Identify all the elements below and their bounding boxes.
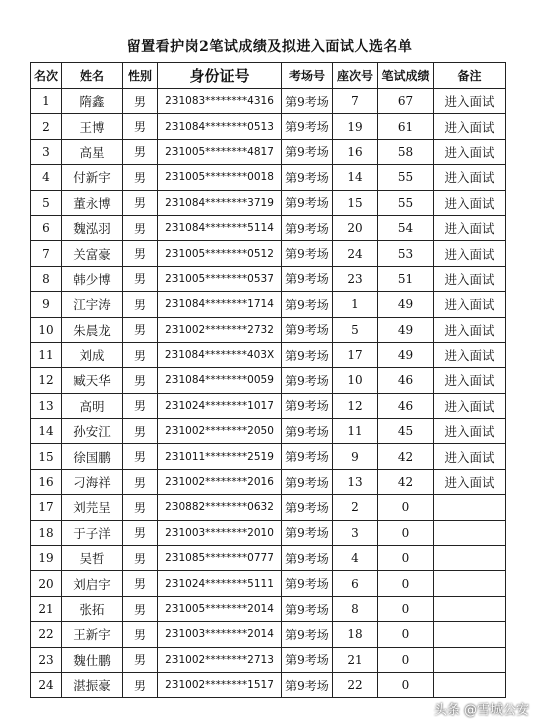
table-row: [31, 596, 506, 621]
score-cell: 0: [378, 622, 434, 647]
gender-cell: 男: [123, 672, 158, 697]
seat-cell: 21: [333, 647, 378, 672]
header-gender: 性别: [123, 63, 158, 89]
rank-cell: 10: [31, 317, 62, 342]
exam-room-cell: 第9考场: [282, 368, 333, 393]
gender-cell: 男: [123, 419, 158, 444]
score-cell: 49: [378, 317, 434, 342]
seat-cell: 4: [333, 546, 378, 571]
name-cell: 孙安江: [62, 419, 123, 444]
id-number-cell: 231011********2519: [158, 444, 282, 469]
table-row: [31, 469, 506, 494]
gender-cell: 男: [123, 520, 158, 545]
seat-cell: 7: [333, 89, 378, 114]
exam-room-cell: 第9考场: [282, 317, 333, 342]
rank-cell: 9: [31, 292, 62, 317]
score-cell: 0: [378, 647, 434, 672]
gender-cell: 男: [123, 444, 158, 469]
name-cell: 张拓: [62, 596, 123, 621]
name-cell: 韩少博: [62, 266, 123, 291]
gender-cell: 男: [123, 393, 158, 418]
table-row: [31, 546, 506, 571]
id-number-cell: 231084********3719: [158, 190, 282, 215]
name-cell: 刘芫呈: [62, 495, 123, 520]
exam-room-cell: 第9考场: [282, 546, 333, 571]
name-cell: 刘启宇: [62, 571, 123, 596]
id-number-cell: 231084********0059: [158, 368, 282, 393]
table-row: [31, 89, 506, 114]
table-row: [31, 393, 506, 418]
rank-cell: 6: [31, 215, 62, 240]
exam-room-cell: 第9考场: [282, 622, 333, 647]
note-cell: 进入面试: [434, 342, 506, 367]
score-cell: 42: [378, 469, 434, 494]
name-cell: 朱晨龙: [62, 317, 123, 342]
exam-room-cell: 第9考场: [282, 241, 333, 266]
id-number-cell: 231002********2016: [158, 469, 282, 494]
score-cell: 46: [378, 393, 434, 418]
id-number-cell: 231003********2014: [158, 622, 282, 647]
table-row: [31, 622, 506, 647]
name-cell: 王新宇: [62, 622, 123, 647]
score-cell: 61: [378, 114, 434, 139]
header-note: 备注: [434, 63, 506, 89]
score-cell: 55: [378, 190, 434, 215]
score-cell: 67: [378, 89, 434, 114]
name-cell: 刁海祥: [62, 469, 123, 494]
table-row: [31, 190, 506, 215]
exam-room-cell: 第9考场: [282, 672, 333, 697]
note-cell: 进入面试: [434, 368, 506, 393]
gender-cell: 男: [123, 596, 158, 621]
name-cell: 湛振豪: [62, 672, 123, 697]
exam-room-cell: 第9考场: [282, 444, 333, 469]
rank-cell: 22: [31, 622, 62, 647]
table-row: [31, 114, 506, 139]
seat-cell: 8: [333, 596, 378, 621]
name-cell: 魏泓羽: [62, 215, 123, 240]
seat-cell: 2: [333, 495, 378, 520]
note-cell: [434, 546, 506, 571]
rank-cell: 11: [31, 342, 62, 367]
id-number-cell: 231005********0537: [158, 266, 282, 291]
seat-cell: 12: [333, 393, 378, 418]
score-cell: 0: [378, 571, 434, 596]
score-cell: 0: [378, 520, 434, 545]
table-row: [31, 165, 506, 190]
score-cell: 0: [378, 495, 434, 520]
exam-room-cell: 第9考场: [282, 342, 333, 367]
table-row: [31, 139, 506, 164]
rank-cell: 17: [31, 495, 62, 520]
score-cell: 45: [378, 419, 434, 444]
id-number-cell: 231005********0018: [158, 165, 282, 190]
score-cell: 0: [378, 546, 434, 571]
score-cell: 53: [378, 241, 434, 266]
id-number-cell: 231005********2014: [158, 596, 282, 621]
table-body: [31, 89, 506, 698]
seat-cell: 13: [333, 469, 378, 494]
rank-cell: 5: [31, 190, 62, 215]
score-cell: 54: [378, 215, 434, 240]
table-row: [31, 292, 506, 317]
score-cell: 55: [378, 165, 434, 190]
note-cell: 进入面试: [434, 393, 506, 418]
table-row: [31, 317, 506, 342]
name-cell: 董永博: [62, 190, 123, 215]
score-cell: 42: [378, 444, 434, 469]
score-cell: 49: [378, 292, 434, 317]
rank-cell: 7: [31, 241, 62, 266]
id-number-cell: 231024********1017: [158, 393, 282, 418]
header-seat: 座次号: [333, 63, 378, 89]
note-cell: [434, 647, 506, 672]
note-cell: [434, 520, 506, 545]
rank-cell: 23: [31, 647, 62, 672]
note-cell: [434, 571, 506, 596]
gender-cell: 男: [123, 622, 158, 647]
table-row: [31, 241, 506, 266]
table-row: [31, 368, 506, 393]
rank-cell: 20: [31, 571, 62, 596]
header-id-number: 身份证号: [158, 63, 282, 89]
exam-room-cell: 第9考场: [282, 165, 333, 190]
seat-cell: 22: [333, 672, 378, 697]
table-row: [31, 495, 506, 520]
rank-cell: 1: [31, 89, 62, 114]
note-cell: 进入面试: [434, 215, 506, 240]
page-title: 留置看护岗2笔试成绩及拟进入面试人选名单: [126, 39, 413, 55]
id-number-cell: 231003********2010: [158, 520, 282, 545]
rank-cell: 14: [31, 419, 62, 444]
seat-cell: 24: [333, 241, 378, 266]
table-row: [31, 444, 506, 469]
gender-cell: 男: [123, 368, 158, 393]
id-number-cell: 231084********5114: [158, 215, 282, 240]
note-cell: [434, 622, 506, 647]
id-number-cell: 230882********0632: [158, 495, 282, 520]
name-cell: 江宇涛: [62, 292, 123, 317]
note-cell: 进入面试: [434, 419, 506, 444]
table-row: [31, 266, 506, 291]
watermark: 头条 @雪城公安: [433, 703, 529, 718]
id-number-cell: 231084********1714: [158, 292, 282, 317]
seat-cell: 19: [333, 114, 378, 139]
note-cell: [434, 596, 506, 621]
seat-cell: 14: [333, 165, 378, 190]
exam-room-cell: 第9考场: [282, 596, 333, 621]
header-score: 笔试成绩: [378, 63, 434, 89]
exam-room-cell: 第9考场: [282, 215, 333, 240]
table-row: [31, 520, 506, 545]
id-number-cell: 231005********0512: [158, 241, 282, 266]
rank-cell: 2: [31, 114, 62, 139]
name-cell: 臧天华: [62, 368, 123, 393]
exam-room-cell: 第9考场: [282, 89, 333, 114]
score-cell: 0: [378, 672, 434, 697]
rank-cell: 24: [31, 672, 62, 697]
note-cell: 进入面试: [434, 89, 506, 114]
name-cell: 高明: [62, 393, 123, 418]
gender-cell: 男: [123, 241, 158, 266]
exam-room-cell: 第9考场: [282, 190, 333, 215]
results-table: [30, 62, 506, 698]
name-cell: 刘成: [62, 342, 123, 367]
id-number-cell: 231084********403X: [158, 342, 282, 367]
name-cell: 魏仕鹏: [62, 647, 123, 672]
score-cell: 0: [378, 596, 434, 621]
gender-cell: 男: [123, 292, 158, 317]
seat-cell: 15: [333, 190, 378, 215]
id-number-cell: 231083********4316: [158, 89, 282, 114]
exam-room-cell: 第9考场: [282, 139, 333, 164]
id-number-cell: 231002********1517: [158, 672, 282, 697]
id-number-cell: 231005********4817: [158, 139, 282, 164]
gender-cell: 男: [123, 571, 158, 596]
seat-cell: 20: [333, 215, 378, 240]
exam-room-cell: 第9考场: [282, 114, 333, 139]
gender-cell: 男: [123, 139, 158, 164]
exam-room-cell: 第9考场: [282, 266, 333, 291]
name-cell: 于子洋: [62, 520, 123, 545]
header-rank: 名次: [31, 63, 62, 89]
gender-cell: 男: [123, 342, 158, 367]
id-number-cell: 231002********2713: [158, 647, 282, 672]
name-cell: 高星: [62, 139, 123, 164]
gender-cell: 男: [123, 495, 158, 520]
rank-cell: 15: [31, 444, 62, 469]
table-row: [31, 571, 506, 596]
name-cell: 王博: [62, 114, 123, 139]
rank-cell: 19: [31, 546, 62, 571]
rank-cell: 12: [31, 368, 62, 393]
id-number-cell: 231002********2732: [158, 317, 282, 342]
gender-cell: 男: [123, 647, 158, 672]
id-number-cell: 231002********2050: [158, 419, 282, 444]
note-cell: [434, 495, 506, 520]
name-cell: 关富豪: [62, 241, 123, 266]
seat-cell: 10: [333, 368, 378, 393]
exam-room-cell: 第9考场: [282, 469, 333, 494]
seat-cell: 23: [333, 266, 378, 291]
name-cell: 徐国鹏: [62, 444, 123, 469]
note-cell: 进入面试: [434, 114, 506, 139]
note-cell: 进入面试: [434, 317, 506, 342]
note-cell: 进入面试: [434, 444, 506, 469]
gender-cell: 男: [123, 215, 158, 240]
gender-cell: 男: [123, 89, 158, 114]
table-row: [31, 672, 506, 697]
rank-cell: 8: [31, 266, 62, 291]
name-cell: 付新宇: [62, 165, 123, 190]
gender-cell: 男: [123, 469, 158, 494]
rank-cell: 18: [31, 520, 62, 545]
gender-cell: 男: [123, 114, 158, 139]
note-cell: 进入面试: [434, 190, 506, 215]
exam-room-cell: 第9考场: [282, 419, 333, 444]
note-cell: 进入面试: [434, 266, 506, 291]
id-number-cell: 231084********0513: [158, 114, 282, 139]
seat-cell: 11: [333, 419, 378, 444]
exam-room-cell: 第9考场: [282, 495, 333, 520]
name-cell: 隋鑫: [62, 89, 123, 114]
header-exam-room: 考场号: [282, 63, 333, 89]
gender-cell: 男: [123, 546, 158, 571]
score-cell: 49: [378, 342, 434, 367]
table-row: [31, 647, 506, 672]
header-name: 姓名: [62, 63, 123, 89]
id-number-cell: 231085********0777: [158, 546, 282, 571]
note-cell: [434, 672, 506, 697]
seat-cell: 1: [333, 292, 378, 317]
seat-cell: 18: [333, 622, 378, 647]
score-cell: 58: [378, 139, 434, 164]
seat-cell: 17: [333, 342, 378, 367]
note-cell: 进入面试: [434, 469, 506, 494]
rank-cell: 13: [31, 393, 62, 418]
note-cell: 进入面试: [434, 292, 506, 317]
table-row: [31, 215, 506, 240]
seat-cell: 6: [333, 571, 378, 596]
table-header-row: [31, 63, 506, 89]
gender-cell: 男: [123, 317, 158, 342]
gender-cell: 男: [123, 266, 158, 291]
exam-room-cell: 第9考场: [282, 520, 333, 545]
seat-cell: 16: [333, 139, 378, 164]
score-cell: 46: [378, 368, 434, 393]
table-row: [31, 419, 506, 444]
seat-cell: 9: [333, 444, 378, 469]
exam-room-cell: 第9考场: [282, 393, 333, 418]
exam-room-cell: 第9考场: [282, 571, 333, 596]
seat-cell: 3: [333, 520, 378, 545]
table-row: [31, 342, 506, 367]
note-cell: 进入面试: [434, 139, 506, 164]
exam-room-cell: 第9考场: [282, 647, 333, 672]
rank-cell: 21: [31, 596, 62, 621]
rank-cell: 3: [31, 139, 62, 164]
rank-cell: 16: [31, 469, 62, 494]
note-cell: 进入面试: [434, 165, 506, 190]
note-cell: 进入面试: [434, 241, 506, 266]
seat-cell: 5: [333, 317, 378, 342]
exam-room-cell: 第9考场: [282, 292, 333, 317]
name-cell: 吴哲: [62, 546, 123, 571]
gender-cell: 男: [123, 165, 158, 190]
id-number-cell: 231024********5111: [158, 571, 282, 596]
score-cell: 51: [378, 266, 434, 291]
rank-cell: 4: [31, 165, 62, 190]
gender-cell: 男: [123, 190, 158, 215]
